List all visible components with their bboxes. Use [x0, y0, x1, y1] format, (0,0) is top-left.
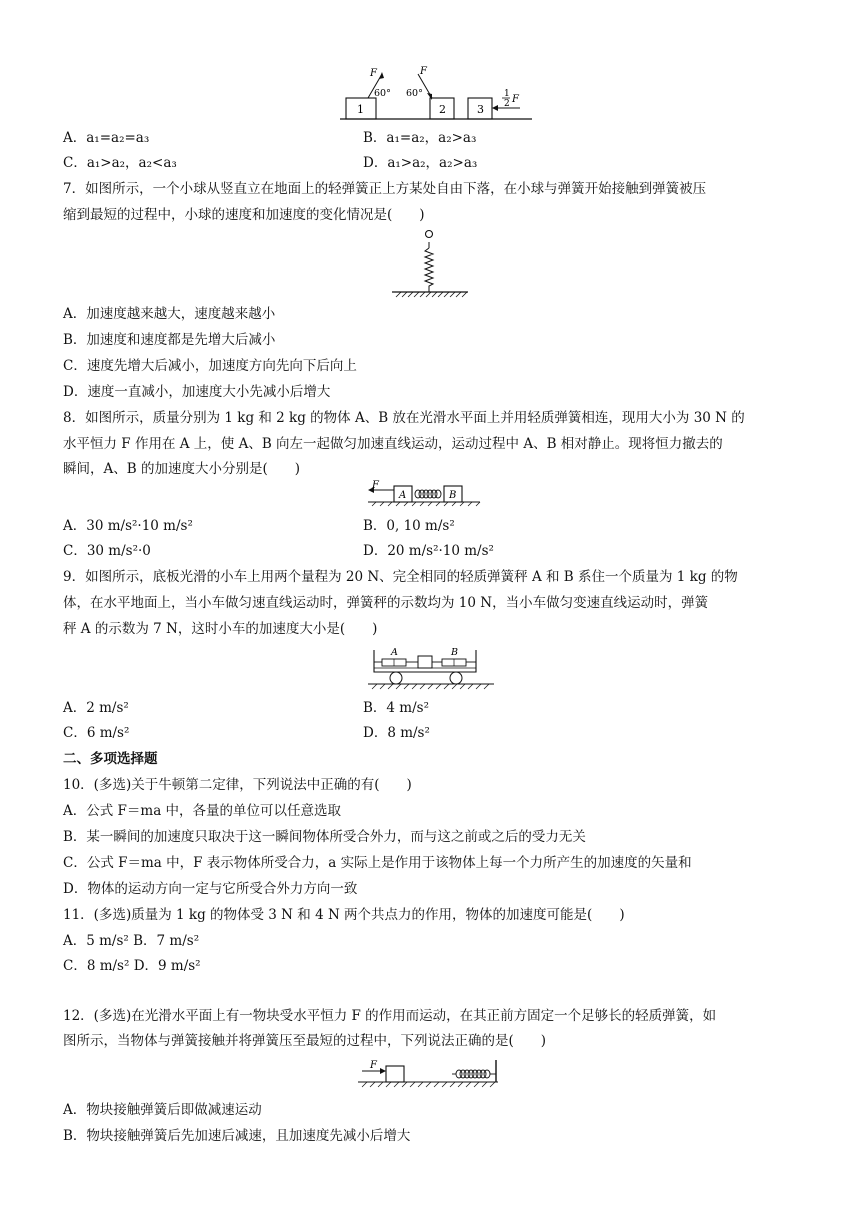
q9-ground-hatch: [372, 684, 489, 689]
q6-half-num: 1: [504, 89, 510, 99]
q7-ball: [426, 231, 433, 238]
q6-block-1-label: 1: [357, 103, 364, 116]
q6-arrow-1: [379, 72, 384, 79]
q6-arrow-3: [492, 105, 498, 111]
q8-ground-hatch: [372, 502, 480, 506]
q8-force-label: F: [372, 480, 379, 491]
q10-option-c: C．公式 F＝ma 中，F 表示物体所受合力，a 实际上是作用于该物体上每一个力所产生的加速度的矢量和: [63, 855, 692, 871]
q7-figure: [388, 228, 474, 300]
q6-force-2-label: F: [420, 66, 427, 77]
q6-angle-2: 60°: [406, 88, 423, 99]
q9-option-a: A．2 m/s²: [63, 700, 129, 716]
q7-option-c: C．速度先增大后减小，加速度方向先向下后向上: [63, 358, 357, 374]
q8-option-b: B．0, 10 m/s²: [363, 518, 455, 534]
q8-block-a-label: A: [399, 490, 407, 501]
q9-option-d: D．8 m/s²: [363, 725, 430, 741]
q6-block-2-label: 2: [439, 103, 446, 116]
q6-angle-1: 60°: [374, 88, 391, 99]
q12-spring: [452, 1070, 496, 1078]
q6-option-a: A．a₁=a₂=a₃: [63, 130, 150, 146]
q10-option-b: B．某一瞬间的加速度只取决于这一瞬间物体所受合外力，而与这之前或之后的受力无关: [63, 829, 586, 845]
q8-option-c: C．30 m/s²·0: [63, 543, 151, 559]
q12-ground-hatch: [362, 1082, 495, 1087]
q10-option-a: A．公式 F＝ma 中，各量的单位可以任意选取: [63, 803, 342, 819]
q7-ground-hatch: [396, 292, 467, 297]
q6-option-c: C．a₁>a₂，a₂<a₃: [63, 155, 177, 171]
q7-option-b: B．加速度和速度都是先增大后减小: [63, 332, 276, 348]
q6-half-den: 2: [504, 99, 510, 109]
q9-option-b: B．4 m/s²: [363, 700, 429, 716]
q8-block-b-label: B: [449, 490, 457, 501]
q9-option-c: C．6 m/s²: [63, 725, 130, 741]
q7-spring: [425, 248, 433, 292]
q7-option-a: A．加速度越来越大，速度越来越小: [63, 306, 276, 322]
q8-stem-line-1: 8．如图所示，质量分别为 1 kg 和 2 kg 的物体 A、B 放在光滑水平面上并用轻质弹簧相连，现用大小为 30 N 的: [63, 410, 745, 426]
q9-scale-b-label: B: [451, 647, 458, 658]
q12-force-arrow: [380, 1068, 386, 1074]
q6-half-f: F: [512, 94, 519, 105]
q12-option-a: A．物块接触弹簧后即做减速运动: [63, 1102, 262, 1118]
q7-stem-line-1: 7．如图所示，一个小球从竖直立在地面上的轻弹簧正上方某处自由下落，在小球与弹簧开始接触到弹簧被压: [63, 181, 707, 197]
q9-stem-line-1: 9．如图所示，底板光滑的小车上用两个量程为 20 N、完全相同的轻质弹簧秤 A 和 B 系住一个质量为 1 kg 的物: [63, 569, 738, 585]
q9-figure: [366, 644, 498, 694]
section-heading: 二、多项选择题: [63, 751, 158, 767]
q12-figure: [356, 1058, 506, 1092]
q8-spring: [415, 490, 441, 498]
q8-option-d: D．20 m/s²·10 m/s²: [363, 543, 494, 559]
q9-cart-body: [374, 650, 476, 672]
q8-figure: [364, 480, 484, 510]
q6-block-3-label: 3: [477, 103, 484, 116]
q12-stem-line-1: 12．(多选)在光滑水平面上有一物块受水平恒力 F 的作用而运动，在其正前方固定一个足够长的轻质弹簧，如: [63, 1008, 717, 1024]
q9-wheel-right: [450, 672, 462, 684]
q6-option-b: B．a₁=a₂，a₂>a₃: [363, 130, 477, 146]
q12-block: [386, 1066, 404, 1082]
q11-stem: 11．(多选)质量为 1 kg 的物体受 3 N 和 4 N 两个共点力的作用，物体的加速度可能是( ): [63, 907, 625, 923]
q9-wheel-left: [390, 672, 402, 684]
q10-option-d: D．物体的运动方向一定与它所受合外力方向一致: [63, 881, 358, 897]
q12-stem-line-2: 图所示，当物体与弹簧接触并将弹簧压至最短的过程中，下列说法正确的是( ): [63, 1033, 547, 1049]
q7-stem-line-2: 缩到最短的过程中，小球的速度和加速度的变化情况是( ): [63, 207, 425, 223]
q9-stem-line-3: 秤 A 的示数为 7 N，这时小车的加速度大小是( ): [63, 621, 378, 637]
q6-option-d: D．a₁>a₂，a₂>a₃: [363, 155, 478, 171]
q8-stem-line-3: 瞬间，A、B 的加速度大小分别是( ): [63, 461, 300, 477]
q8-stem-line-2: 水平恒力 F 作用在 A 上，使 A、B 向左一起做匀加速直线运动，运动过程中 A、B 相对静止。现将恒力撤去的: [63, 436, 723, 452]
q6-figure: [338, 62, 534, 124]
q6-force-1-label: F: [370, 68, 377, 79]
q8-option-a: A．30 m/s²·10 m/s²: [63, 518, 193, 534]
q9-stem-line-2: 体，在水平地面上，当小车做匀速直线运动时，弹簧秤的示数均为 10 N，当小车做匀变速直线运动时，弹簧: [63, 595, 709, 611]
q9-scale-a-label: A: [391, 647, 398, 658]
q11-options-cd: C．8 m/s² D．9 m/s²: [63, 958, 201, 974]
q11-options-ab: A．5 m/s² B．7 m/s²: [63, 933, 200, 949]
q7-option-d: D．速度一直减小，加速度大小先减小后增大: [63, 384, 331, 400]
q12-force-label: F: [370, 1060, 377, 1071]
q12-option-b: B．物块接触弹簧后先加速后减速，且加速度先减小后增大: [63, 1128, 411, 1144]
q9-object: [418, 656, 432, 668]
q10-stem: 10．(多选)关于牛顿第二定律，下列说法中正确的有( ): [63, 777, 412, 793]
